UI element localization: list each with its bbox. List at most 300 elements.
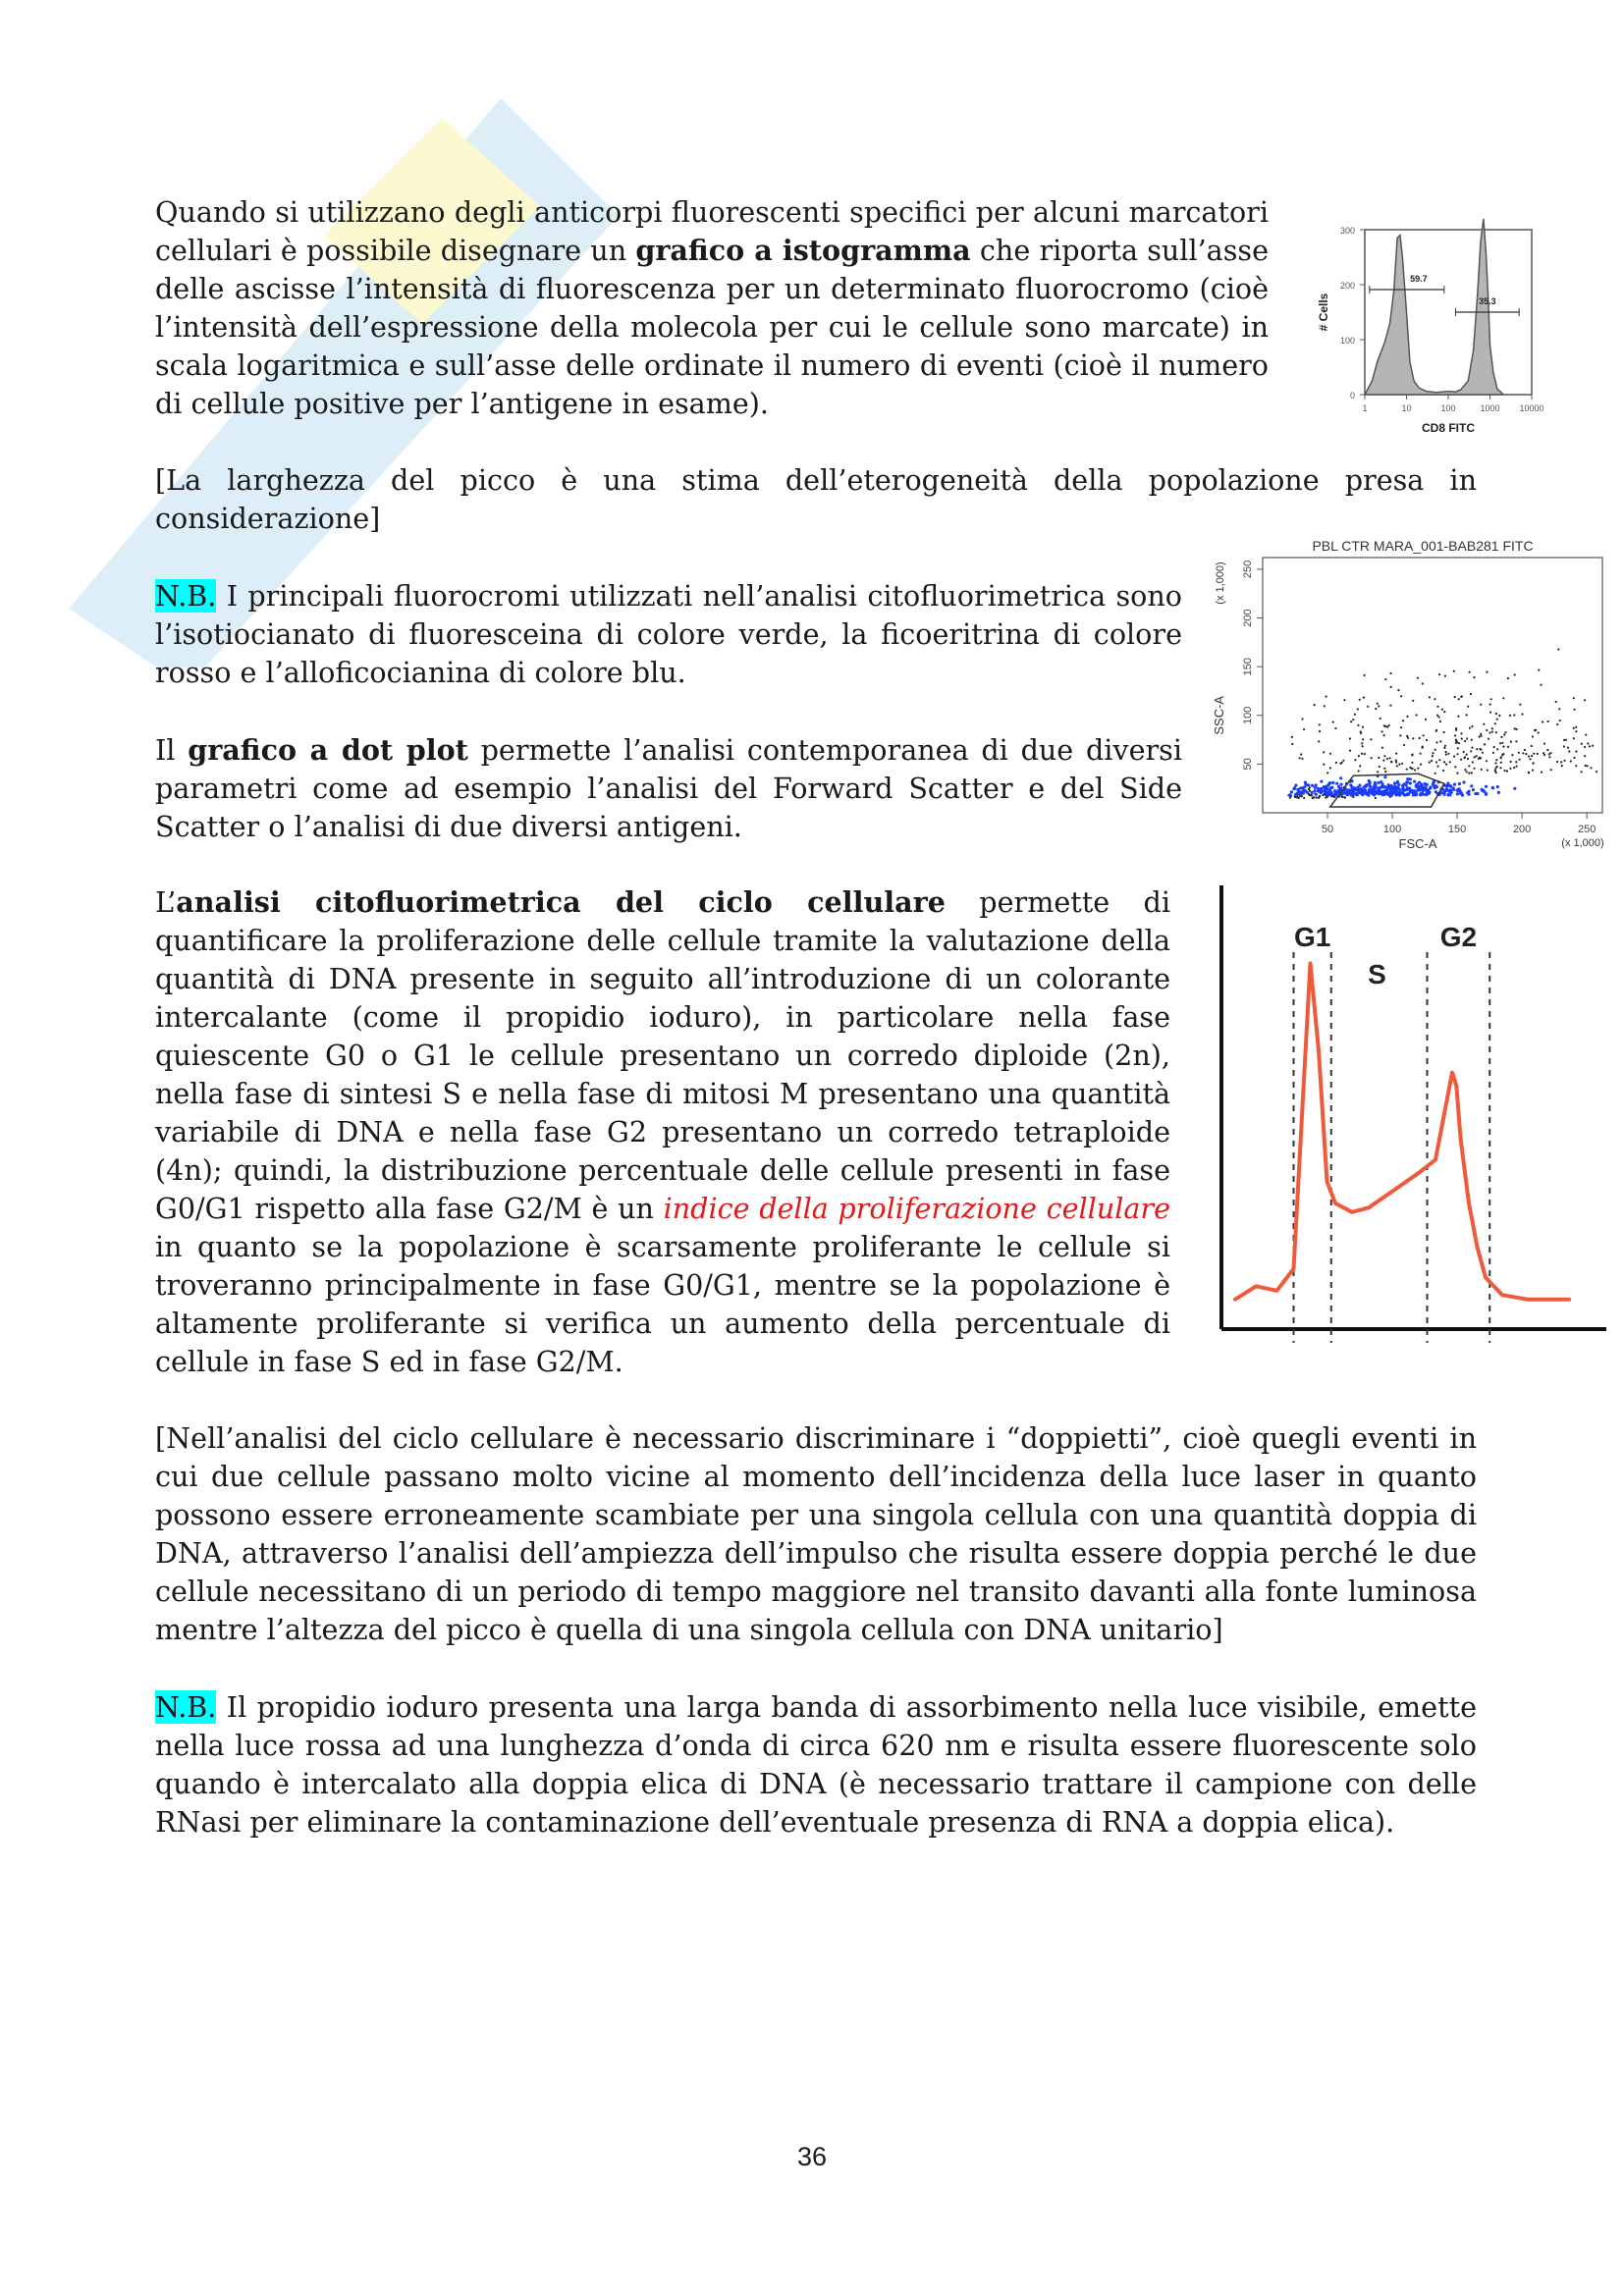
chart-title: PBL CTR MARA_001-BAB281 FITC <box>1312 538 1534 554</box>
dot <box>1472 788 1475 791</box>
dot <box>1303 789 1306 792</box>
dot <box>1431 760 1433 762</box>
dot <box>1358 755 1360 757</box>
dot <box>1471 747 1473 749</box>
dot <box>1550 769 1552 771</box>
dot <box>1489 712 1491 714</box>
dot <box>1354 759 1356 761</box>
dot <box>1378 705 1380 707</box>
dot <box>1567 747 1569 749</box>
dot <box>1547 721 1549 722</box>
dot <box>1325 797 1326 799</box>
dot <box>1573 757 1575 759</box>
dot <box>1540 684 1542 686</box>
dot <box>1390 686 1392 688</box>
dot <box>1414 769 1416 771</box>
dot <box>1514 727 1516 729</box>
dot <box>1453 670 1455 672</box>
dot <box>1378 790 1380 793</box>
dot <box>1543 743 1545 745</box>
paragraph-nb-fluorochromes <box>155 577 1182 692</box>
dot <box>1429 696 1431 698</box>
dot <box>1444 745 1446 747</box>
dot <box>1335 782 1338 785</box>
dot <box>1587 742 1589 744</box>
dot <box>1318 790 1321 793</box>
nb-highlight: N.B. <box>155 1690 217 1724</box>
dot <box>1384 792 1387 795</box>
dot <box>1390 761 1392 763</box>
dot <box>1568 750 1570 752</box>
dot <box>1318 740 1320 742</box>
dot <box>1438 759 1440 761</box>
dot <box>1513 714 1515 716</box>
dot <box>1381 785 1384 788</box>
dot <box>1528 755 1530 757</box>
cycle-curve <box>1235 963 1569 1299</box>
dot <box>1491 786 1494 789</box>
dot <box>1420 764 1422 766</box>
dot <box>1358 770 1360 772</box>
dot <box>1342 760 1344 762</box>
dot <box>1435 790 1437 793</box>
dot <box>1454 696 1456 698</box>
dot <box>1436 766 1438 768</box>
dot <box>1466 714 1468 716</box>
dot <box>1380 780 1382 783</box>
dot <box>1315 793 1318 796</box>
dot <box>1335 793 1338 796</box>
dot <box>1420 782 1423 785</box>
dot <box>1392 790 1395 793</box>
dot <box>1502 753 1504 755</box>
dot <box>1383 755 1385 757</box>
dot <box>1549 752 1551 754</box>
dot <box>1321 790 1324 793</box>
x-tick-label: 50 <box>1321 824 1334 835</box>
dot <box>1378 757 1380 759</box>
dot <box>1413 780 1416 783</box>
dot <box>1403 782 1406 785</box>
gate-label: 35.3 <box>1479 296 1496 306</box>
dot <box>1470 750 1472 752</box>
nb-highlight: N.B. <box>155 579 217 613</box>
dot <box>1480 735 1482 737</box>
dot <box>1322 794 1324 796</box>
dot <box>1435 761 1437 763</box>
dot <box>1496 719 1498 721</box>
dot <box>1424 786 1427 789</box>
dot <box>1341 792 1344 795</box>
dot <box>1384 771 1386 773</box>
dot <box>1565 739 1567 741</box>
dot <box>1327 793 1330 796</box>
dot <box>1319 723 1321 725</box>
dot <box>1407 793 1410 796</box>
dot <box>1326 787 1328 790</box>
dot <box>1454 766 1456 768</box>
dot <box>1324 790 1326 793</box>
dot <box>1585 765 1587 767</box>
dot <box>1320 780 1323 783</box>
dot <box>1557 648 1559 650</box>
dot <box>1432 755 1434 757</box>
dot <box>1357 708 1359 710</box>
dot <box>1479 736 1481 738</box>
dot <box>1383 768 1385 770</box>
dot <box>1364 753 1366 755</box>
dot <box>1449 761 1451 763</box>
dot <box>1349 737 1351 739</box>
dot <box>1400 726 1402 728</box>
dot <box>1300 753 1302 755</box>
dot <box>1417 768 1419 770</box>
paragraph-doublets: [Nell’analisi del ciclo cellulare è necessario discriminare i “doppietti”, cioè quegli eventi in cui due cellule passano molto vicine al momento dell’incidenza della luce laser in quanto possono essere erroneamente scambiate per una singola cellula con una quantità doppia di DNA, attraverso l’analisi dell’ampiezza dell’impulso che risulta essere doppia perché le due cellule necessitano di un periodo di tempo maggiore nel transito davanti alla fonte luminosa mentre l’altezza del picco è quella di una singola cellula con DNA unitario] <box>155 1421 1477 1646</box>
dot <box>1463 751 1465 753</box>
dot <box>1370 738 1372 740</box>
dot <box>1296 788 1299 791</box>
dot <box>1383 724 1385 726</box>
dot <box>1470 784 1473 787</box>
text: permette di quantificare la proliferazione delle cellule tramite la valutazione della quantità di DNA presente in seguito all’introduzione di un colorante intercalante (come il propidio ioduro), in particolare nella fase quiescente G0 o G1 le cellule presentano un corredo diploide (2n), nella fase di sintesi S e nella fase di mitosi M presentano una quantità variabile di DNA e nella fase G2 presentano un corredo tetraploide (4n); quindi, la distribuzione percentuale delle cellule presenti in fase G0/G1 rispetto alla fase G2/M è un <box>155 885 1170 1225</box>
dot <box>1488 738 1489 740</box>
dot <box>1457 716 1459 718</box>
dot <box>1388 791 1391 794</box>
dot <box>1314 704 1316 706</box>
dot <box>1563 760 1565 762</box>
x-tick-label: 200 <box>1512 824 1532 835</box>
bold-term: analisi citofluorimetrica del ciclo cellulare <box>176 885 946 919</box>
dot <box>1339 776 1342 779</box>
paragraph-nb-propidium <box>155 1688 1477 1842</box>
dot <box>1361 753 1363 755</box>
dot <box>1352 719 1354 721</box>
dot <box>1369 785 1372 788</box>
dot <box>1471 725 1473 727</box>
dot <box>1386 726 1388 728</box>
dot <box>1324 705 1326 707</box>
dot <box>1443 761 1445 763</box>
text: I principali fluorocromi utilizzati nell’analisi citofluorimetrica sono l’isotiocianato di fluoresceina di colore verde, la ficoeritrina di colore rosso e l’alloficocianina di colore blu. <box>155 579 1182 689</box>
phase-label: S <box>1368 959 1386 989</box>
dot <box>1314 789 1317 792</box>
dot <box>1471 739 1473 741</box>
dot <box>1358 784 1361 787</box>
dot <box>1581 771 1583 773</box>
dot <box>1502 746 1504 748</box>
dot <box>1375 708 1377 710</box>
dot <box>1538 669 1540 671</box>
paragraph-peak-width: [La larghezza del picco è una stima dell’eterogeneità della popolazione presa in considerazione] <box>155 463 1477 535</box>
dot <box>1400 695 1402 697</box>
dot <box>1563 745 1565 747</box>
dot <box>1587 765 1589 767</box>
dot <box>1453 756 1455 758</box>
dot <box>1500 762 1502 764</box>
dot <box>1329 786 1332 789</box>
dot <box>1383 734 1385 736</box>
dot <box>1499 742 1501 744</box>
dot <box>1486 729 1488 731</box>
dot <box>1473 676 1475 678</box>
dot <box>1410 790 1413 793</box>
dot <box>1455 727 1457 729</box>
dot <box>1441 709 1443 711</box>
dot <box>1462 780 1465 783</box>
dot <box>1585 734 1587 736</box>
dot <box>1332 721 1334 723</box>
text: in quanto se la popolazione è scarsamente proliferante le cellule si troveranno principalmente in fase G0/G1, mentre se la popolazione è altamente proliferante si verifica un aumento della percentuale di cellule in fase S ed in fase G2/M. <box>155 1230 1170 1378</box>
dot <box>1293 787 1296 790</box>
dot <box>1446 793 1449 796</box>
dot <box>1359 699 1361 701</box>
y-multiplier: (x 1,000) <box>1215 561 1226 605</box>
dot <box>1452 788 1455 791</box>
dot <box>1323 751 1325 753</box>
dot <box>1354 714 1356 716</box>
dot <box>1461 738 1463 740</box>
dot <box>1411 768 1413 770</box>
dot <box>1509 715 1511 717</box>
dot <box>1411 754 1413 756</box>
dot <box>1483 723 1485 725</box>
dot <box>1291 743 1293 745</box>
dot <box>1296 791 1299 794</box>
dot <box>1573 737 1575 739</box>
dot <box>1584 746 1586 748</box>
dot <box>1326 695 1327 697</box>
dot <box>1445 751 1447 753</box>
dot <box>1301 795 1303 797</box>
dot <box>1460 732 1462 734</box>
dot <box>1499 767 1501 769</box>
dot <box>1397 783 1400 786</box>
dot <box>1476 748 1478 750</box>
dot <box>1458 742 1460 744</box>
dot <box>1426 783 1429 786</box>
dot <box>1364 785 1367 788</box>
dot <box>1449 785 1452 788</box>
dot <box>1373 786 1376 789</box>
dot <box>1377 703 1379 705</box>
dot <box>1406 786 1409 789</box>
dot <box>1389 672 1391 674</box>
dot <box>1537 753 1539 755</box>
dot <box>1455 742 1457 744</box>
dot <box>1435 730 1437 732</box>
dot <box>1495 713 1497 715</box>
dot <box>1581 743 1583 745</box>
dot <box>1504 770 1506 772</box>
dot <box>1396 780 1399 783</box>
dot <box>1493 746 1495 748</box>
dot <box>1311 784 1314 787</box>
dot <box>1386 758 1388 760</box>
dot <box>1381 730 1383 732</box>
dot <box>1518 752 1520 754</box>
y-tick-label: 250 <box>1242 560 1254 579</box>
y-tick-label: 150 <box>1242 657 1254 676</box>
x-tick-label: 1 <box>1362 403 1368 413</box>
dot <box>1575 765 1577 767</box>
dot <box>1397 689 1399 691</box>
dot <box>1589 745 1591 747</box>
dot <box>1494 770 1496 772</box>
dot <box>1494 762 1496 764</box>
dot <box>1516 728 1518 730</box>
dot <box>1296 796 1298 798</box>
dot <box>1435 773 1436 774</box>
dot <box>1438 716 1440 718</box>
dot <box>1390 784 1393 787</box>
dot <box>1596 771 1597 773</box>
dot <box>1445 754 1447 756</box>
dot <box>1447 753 1449 755</box>
dot <box>1480 704 1482 706</box>
dot <box>1469 671 1471 673</box>
dot <box>1444 675 1446 677</box>
dot <box>1351 788 1354 791</box>
x-axis-label: FSC-A <box>1398 836 1437 851</box>
dot <box>1529 758 1531 760</box>
paragraph-cell-cycle <box>155 883 1170 1381</box>
x-tick-label: 100 <box>1382 824 1402 835</box>
dot <box>1311 791 1314 794</box>
dot <box>1299 795 1301 797</box>
dot <box>1299 757 1301 759</box>
bold-term: grafico a dot plot <box>188 733 468 767</box>
dot <box>1487 770 1489 772</box>
dot <box>1436 706 1438 708</box>
dot <box>1515 761 1517 763</box>
dot-plot-chart <box>1198 536 1610 870</box>
bold-term: grafico a istogramma <box>635 234 971 267</box>
dot <box>1489 704 1491 706</box>
dot <box>1592 745 1594 747</box>
dot <box>1496 785 1499 788</box>
dot <box>1543 752 1544 754</box>
dot <box>1468 765 1470 767</box>
dot <box>1458 782 1461 785</box>
dot <box>1379 766 1380 768</box>
dot <box>1486 671 1488 673</box>
dot <box>1460 696 1462 698</box>
y-axis-label: SSC-A <box>1212 695 1226 735</box>
dot <box>1548 756 1550 758</box>
dot <box>1362 726 1364 728</box>
y-tick-label: 200 <box>1339 281 1355 291</box>
dot <box>1476 755 1478 757</box>
dot <box>1309 786 1311 788</box>
gate-label: 59.7 <box>1410 274 1428 284</box>
dot <box>1532 770 1534 772</box>
dot <box>1356 793 1359 796</box>
histogram-area <box>1365 219 1502 395</box>
dot <box>1510 761 1512 763</box>
dot <box>1495 731 1497 733</box>
dot <box>1490 698 1492 700</box>
paragraph-dot-plot <box>155 731 1182 846</box>
dot <box>1371 757 1373 759</box>
dot <box>1377 771 1379 773</box>
dot <box>1384 678 1386 680</box>
text: Quando si utilizzano degli anticorpi fluorescenti specifici per alcuni marcatori cellulari è possibile disegnare un <box>155 195 1269 267</box>
dot <box>1474 756 1476 758</box>
dot <box>1524 749 1526 751</box>
dot <box>1461 794 1464 797</box>
dot <box>1463 757 1465 759</box>
dot <box>1403 744 1405 746</box>
histogram-chart <box>1306 216 1610 442</box>
dot <box>1456 753 1458 755</box>
dot <box>1442 770 1444 772</box>
dot <box>1411 762 1413 764</box>
dot <box>1395 760 1397 762</box>
dot <box>1466 737 1468 739</box>
dot <box>1494 768 1496 770</box>
dot <box>1573 709 1575 711</box>
dot <box>1502 697 1504 699</box>
dot <box>1519 759 1521 761</box>
dot <box>1378 786 1380 789</box>
dot <box>1409 781 1412 784</box>
x-tick-label: 150 <box>1447 824 1467 835</box>
y-tick-label: 100 <box>1339 336 1355 346</box>
dot <box>1395 761 1397 763</box>
dot <box>1291 736 1293 738</box>
dot <box>1383 775 1386 778</box>
dot <box>1329 767 1331 769</box>
dot <box>1439 721 1441 722</box>
dot <box>1443 747 1445 749</box>
dot <box>1466 754 1468 756</box>
dot <box>1468 790 1471 793</box>
dot <box>1500 736 1502 738</box>
text: Il <box>155 733 189 767</box>
dot <box>1546 749 1548 751</box>
x-tick-label: 100 <box>1440 403 1456 413</box>
dot <box>1573 697 1575 699</box>
dot <box>1329 753 1331 755</box>
dot <box>1420 753 1422 755</box>
y-tick-label: 0 <box>1349 391 1355 400</box>
dot <box>1381 747 1383 749</box>
dot <box>1521 714 1523 716</box>
dot <box>1426 792 1429 795</box>
dot <box>1509 768 1511 770</box>
dot <box>1541 772 1543 774</box>
dot <box>1476 792 1479 795</box>
dot <box>1339 763 1341 765</box>
dot <box>1492 752 1494 754</box>
dot <box>1464 769 1466 771</box>
dot <box>1427 789 1430 792</box>
dot <box>1510 741 1512 743</box>
dot <box>1439 740 1441 742</box>
dot <box>1484 743 1486 745</box>
dot <box>1445 764 1447 766</box>
dot <box>1412 700 1414 702</box>
dot <box>1507 746 1509 748</box>
dot <box>1334 727 1336 729</box>
dot <box>1393 785 1396 788</box>
dot <box>1514 673 1516 675</box>
dot <box>1419 737 1421 739</box>
dot <box>1457 747 1459 749</box>
dot <box>1503 733 1505 735</box>
dot <box>1556 723 1558 725</box>
dot <box>1496 748 1498 750</box>
